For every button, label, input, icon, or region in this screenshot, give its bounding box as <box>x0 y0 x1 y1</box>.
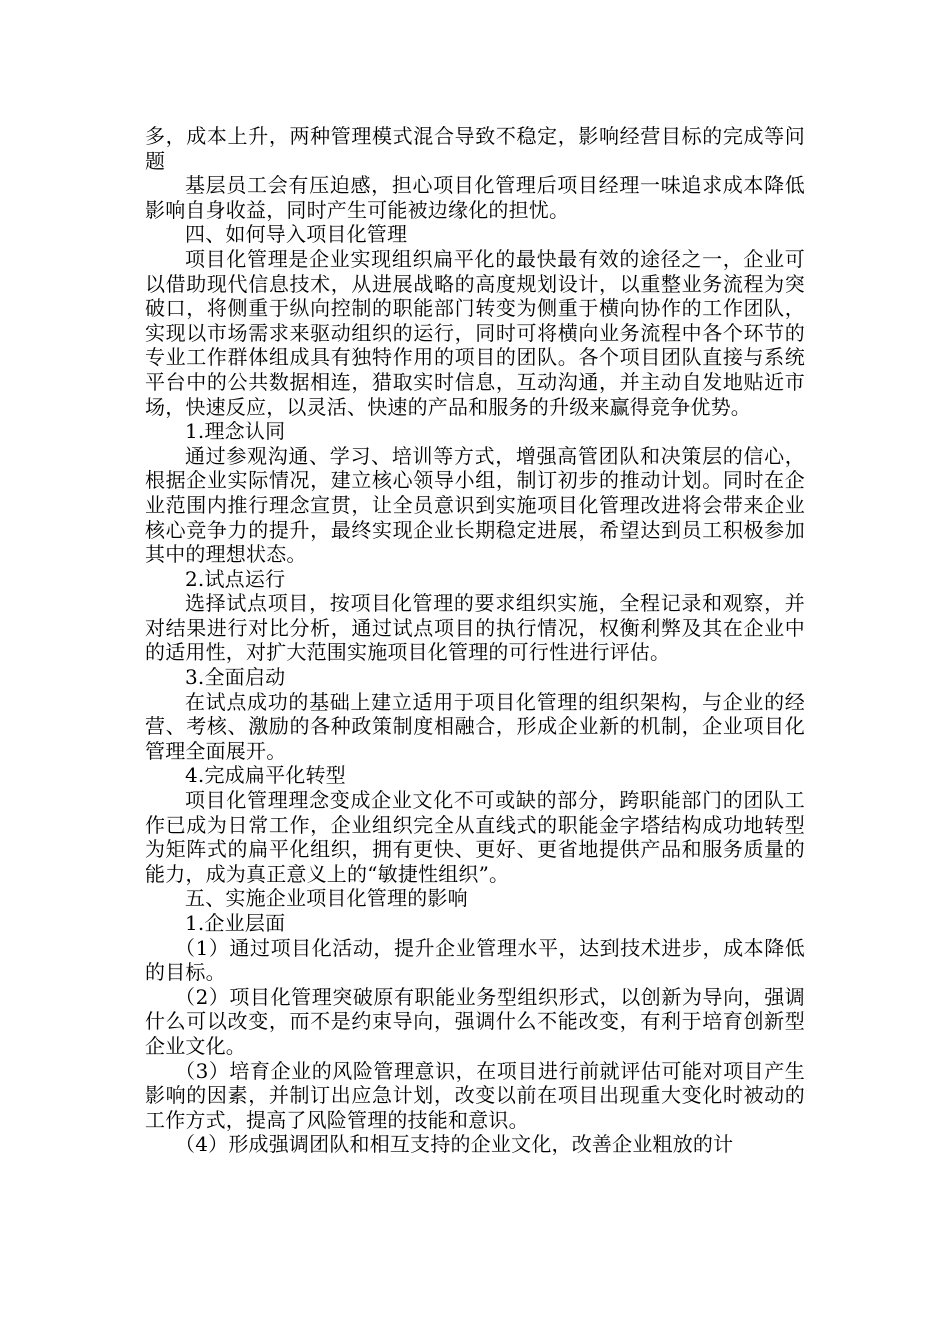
paragraph-project-management-intro: 项目化管理是企业实现组织扁平化的最快最有效的途径之一，企业可以借助现代信息技术，从进展战略的高度规划设计，以重整业务流程为突破口，将侧重于纵向控制的职能部门转变为侧重于横向协作的工作团队， 实现以市场需求来驱动组织的运行，同时可将横向业务流程中各个环节的专业工作群体组成具有独特作用的项目的团队。各个项目团队直接与系统平台中的公共数据相连，猎取实时信息，互动沟通，并主动自发地贴近市场，快速反应，以灵活、快速的产品和服务的升级来赢得竞争优势。 <box>145 246 805 419</box>
subheading-1: 1.理念认同 <box>185 419 286 444</box>
list-item-4: （4）形成强调团队和相互支持的企业文化，改善企业粗放的计 <box>175 1132 734 1157</box>
paragraph-concept-recognition: 通过参观沟通、学习、培训等方式，增强高管团队和决策层的信心，根据企业实际情况，建立核心领导小组，制订初步的推动计划。同时在企业范围内推行理念宣贯，让全员意识到实施项目化管理改进将会带来企业核心竞争力的提升，最终实现企业长期稳定进展，希望达到员工积极参加其中的理想状态。 <box>145 443 805 567</box>
list-item-3: （3）培育企业的风险管理意识，在项目进行前就评估可能对项目产生影响的因素，并制订出应急计划，改变以前在项目出现重大变化时被动的工作方式，提高了风险管理的技能和意识。 <box>145 1058 805 1132</box>
paragraph-employee-pressure: 基层员工会有压迫感，担心项目化管理后项目经理一味追求成本降低影响自身收益，同时产生可能被边缘化的担忧。 <box>145 173 805 222</box>
list-item-2: （2）项目化管理突破原有职能业务型组织形式，以创新为导向，强调什么可以改变，而不是约束导向，强调什么不能改变，有利于培育创新型企业文化。 <box>145 984 805 1058</box>
paragraph-continuation: 多，成本上升，两种管理模式混合导致不稳定，影响经营目标的完成等问题 <box>145 124 805 173</box>
paragraph-pilot-run: 选择试点项目，按项目化管理的要求组织实施，全程记录和观察，并对结果进行对比分析，通过试点项目的执行情况，权衡利弊及其在企业中的适用性，对扩大范围实施项目化管理的可行性进行评估。 <box>145 591 805 665</box>
list-item-1: （1）通过项目化活动，提升企业管理水平，达到技术进步，成本降低的目标。 <box>145 935 805 985</box>
subheading-4: 4.完成扁平化转型 <box>185 763 346 788</box>
section-heading-5: 五、实施企业项目化管理的影响 <box>185 886 468 911</box>
paragraph-flat-transformation: 项目化管理理念变成企业文化不可或缺的部分，跨职能部门的团队工作已成为日常工作，企业组织完全从直线式的职能金字塔结构成功地转型为矩阵式的扁平化组织，拥有更快、更好、更省地提供产品和服务质量的能力，成为真正意义上的“敏捷性组织”。 <box>145 788 805 886</box>
subheading-3: 3.全面启动 <box>185 665 286 690</box>
subheading-2: 2.试点运行 <box>185 566 286 591</box>
document-page <box>145 124 805 1157</box>
paragraph-full-launch: 在试点成功的基础上建立适用于项目化管理的组织架构，与企业的经营、考核、激励的各种政策制度相融合，形成企业新的机制，企业项目化管理全面展开。 <box>145 689 805 763</box>
subheading-enterprise-level: 1.企业层面 <box>185 911 286 935</box>
section-heading-4: 四、如何导入项目化管理 <box>185 222 408 247</box>
